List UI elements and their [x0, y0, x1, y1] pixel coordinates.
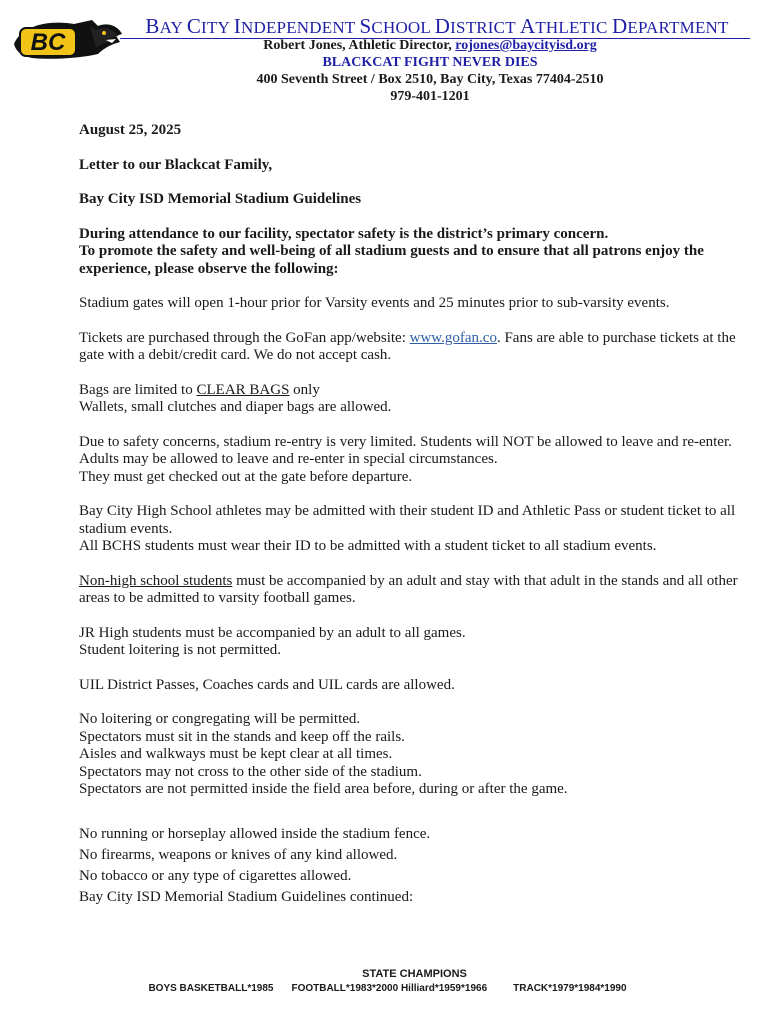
state-champions-list	[0, 983, 775, 994]
letter-body	[79, 122, 749, 908]
reentry-paragraph: Due to safety concerns, stadium re-entry is very limited. Students will NOT be allowed to leave and re-enter. Adults may be allowed to leave and re-enter in special circumstances.	[79, 433, 732, 467]
reentry-checkout-line: They must get checked out at the gate before departure.	[79, 468, 413, 485]
letterhead	[0, 0, 775, 110]
motto: BLACKCAT FIGHT NEVER DIES	[322, 55, 538, 70]
director-line: Robert Jones, Athletic Director, rojones@baycityisd.org	[263, 38, 597, 53]
bags-allowed-line: Wallets, small clutches and diaper bags are allowed.	[79, 399, 392, 415]
rule-line: No firearms, weapons or knives of any kind allowed.	[79, 846, 398, 863]
rule-line: Spectators must sit in the stands and keep off the rails.	[79, 728, 405, 745]
logo-text: BC	[30, 29, 66, 56]
bags-line: Bags are limited to CLEAR BAGS only	[79, 381, 320, 398]
non-high-school-paragraph: Non-high school students must be accompanied by an adult and stay with that adult in the stands and all other areas to be admitted to varsity football games.	[79, 572, 738, 606]
address: 400 Seventh Street / Box 2510, Bay City, Texas 77404-2510	[256, 72, 604, 87]
state-champions-title: STATE CHAMPIONS	[362, 968, 467, 980]
rule-line: Spectators may not cross to the other side of the stadium.	[79, 763, 422, 780]
rule-line: No tobacco or any type of cigarettes allowed.	[79, 867, 352, 884]
jr-high-line: JR High students must be accompanied by an adult to all games.	[79, 624, 466, 641]
letter-title: Bay City ISD Memorial Stadium Guidelines	[79, 191, 362, 207]
passes-line: UIL District Passes, Coaches cards and UIL cards are allowed.	[79, 676, 455, 693]
rule-line: No running or horseplay allowed inside the stadium fence.	[79, 825, 431, 842]
gates-paragraph: Stadium gates will open 1-hour prior for Varsity events and 25 minutes prior to sub-varsity events.	[79, 295, 670, 311]
loitering-line: Student loitering is not permitted.	[79, 642, 282, 658]
track-champions: TRACK*1979*1984*1990	[513, 983, 627, 994]
athletes-paragraph: Bay City High School athletes may be admitted with their student ID and Athletic Pass or student ticket to all stadium events.	[79, 503, 736, 537]
letter-greeting: Letter to our Blackcat Family,	[79, 156, 273, 173]
tickets-paragraph: Tickets are purchased through the GoFan app/website: www.gofan.co. Fans are able to purchase tickets at the gate with a debit/credit card. We do not accept cash.	[79, 329, 736, 363]
rule-line: No loitering or congregating will be permitted.	[79, 711, 361, 727]
phone: 979-401-1201	[390, 89, 470, 104]
clear-bags-text: CLEAR BAGS	[196, 381, 290, 398]
letter-date: August 25, 2025	[79, 122, 182, 138]
organization-name: BAY CITY INDEPENDENT SCHOOL DISTRICT ATHLETIC DEPARTMENT	[145, 14, 729, 38]
football-champions: FOOTBALL*1983*2000 Hilliard*1959*1966	[291, 983, 488, 994]
rule-line: Spectators are not permitted inside the field area before, during or after the game.	[79, 781, 568, 797]
continued-line: Bay City ISD Memorial Stadium Guidelines continued:	[79, 888, 414, 905]
intro-line-2: To promote the safety and well-being of all stadium guests and to ensure that all patrons enjoy the experience, please observe the following:	[79, 243, 704, 277]
basketball-champions: BOYS BASKETBALL*1985	[148, 983, 274, 994]
student-id-line: All BCHS students must wear their ID to be admitted with a student ticket to all stadium events.	[79, 538, 657, 554]
director-email-link[interactable]: rojones@baycityisd.org	[455, 38, 597, 53]
rule-line: Aisles and walkways must be kept clear at all times.	[79, 746, 393, 762]
blackcat-logo	[12, 14, 124, 62]
intro-line-1: During attendance to our facility, spectator safety is the district’s primary concern.	[79, 225, 609, 242]
gofan-link[interactable]: www.gofan.co	[409, 329, 497, 346]
